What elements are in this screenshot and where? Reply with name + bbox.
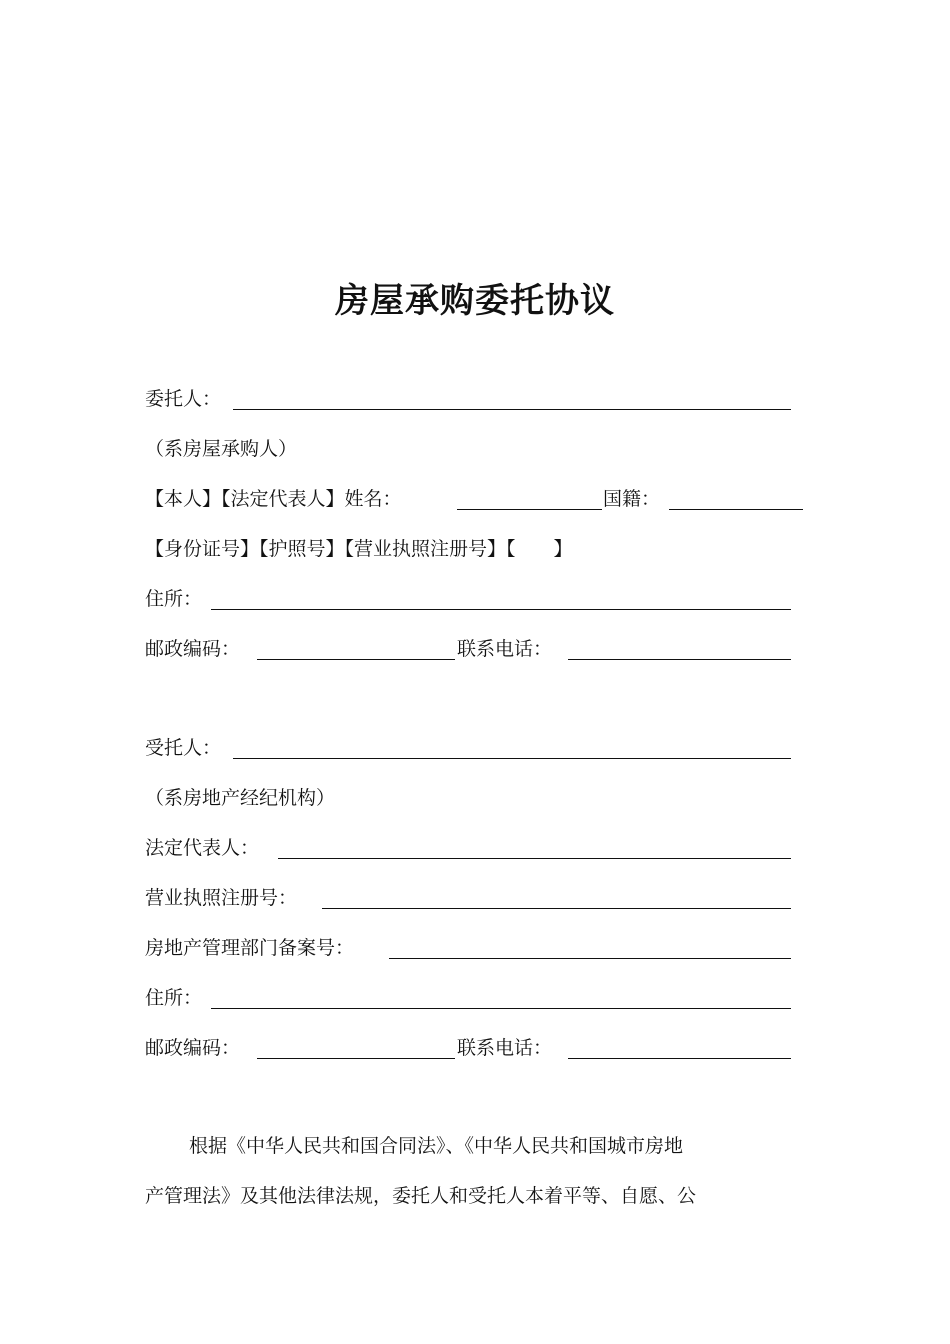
agent-name-blank[interactable] <box>233 758 791 759</box>
document-title: 房屋承购委托协议 <box>335 281 615 321</box>
agent-postal-label: 邮政编码： <box>145 1037 241 1059</box>
principal-row <box>145 384 805 414</box>
principal-address-blank[interactable] <box>211 609 791 610</box>
legal-rep-blank[interactable] <box>278 858 791 859</box>
body-line-1: 根据《中华人民共和国合同法》、《中华人民共和国城市房地 <box>189 1135 684 1157</box>
agent-filing-row <box>145 933 805 963</box>
filing-blank[interactable] <box>389 958 791 959</box>
nationality-label: 国籍： <box>603 488 661 510</box>
agent-note: （系房地产经纪机构） <box>145 787 336 809</box>
agent-address-blank[interactable] <box>211 1008 791 1009</box>
principal-identity-row <box>145 484 805 514</box>
principal-label: 委托人： <box>145 388 222 410</box>
filing-label: 房地产管理部门备案号： <box>145 937 355 959</box>
principal-postal-blank[interactable] <box>257 659 455 660</box>
body-line-2: 产管理法》及其他法律法规，委托人和受托人本着平等、自愿、公 <box>145 1185 697 1207</box>
legal-rep-label: 法定代表人： <box>145 837 260 859</box>
principal-name-blank[interactable] <box>233 409 791 410</box>
name-blank[interactable] <box>457 509 602 510</box>
principal-address-row <box>145 584 805 614</box>
principal-contact-row <box>145 634 805 664</box>
agent-phone-blank[interactable] <box>568 1058 791 1059</box>
agent-postal-blank[interactable] <box>257 1058 455 1059</box>
nationality-blank[interactable] <box>669 509 803 510</box>
principal-note: （系房屋承购人） <box>145 438 298 460</box>
agent-legal-rep-row <box>145 833 805 863</box>
agent-contact-row <box>145 1033 805 1063</box>
body-paragraph <box>145 1121 805 1221</box>
principal-phone-blank[interactable] <box>568 659 791 660</box>
agent-phone-label: 联系电话： <box>457 1037 553 1059</box>
agent-row <box>145 733 805 763</box>
agent-address-row <box>145 983 805 1013</box>
principal-id-types: 【身份证号】【护照号】【营业执照注册号】【 】 <box>145 538 573 560</box>
agent-address-label: 住所： <box>145 987 203 1009</box>
license-label: 营业执照注册号： <box>145 887 298 909</box>
agent-label: 受托人： <box>145 737 222 759</box>
address-label: 住所： <box>145 588 203 610</box>
postal-label: 邮政编码： <box>145 638 241 660</box>
agent-license-row <box>145 883 805 913</box>
license-blank[interactable] <box>322 908 791 909</box>
identity-prefix: 【本人】【法定代表人】姓名： <box>145 488 402 510</box>
phone-label: 联系电话： <box>457 638 553 660</box>
